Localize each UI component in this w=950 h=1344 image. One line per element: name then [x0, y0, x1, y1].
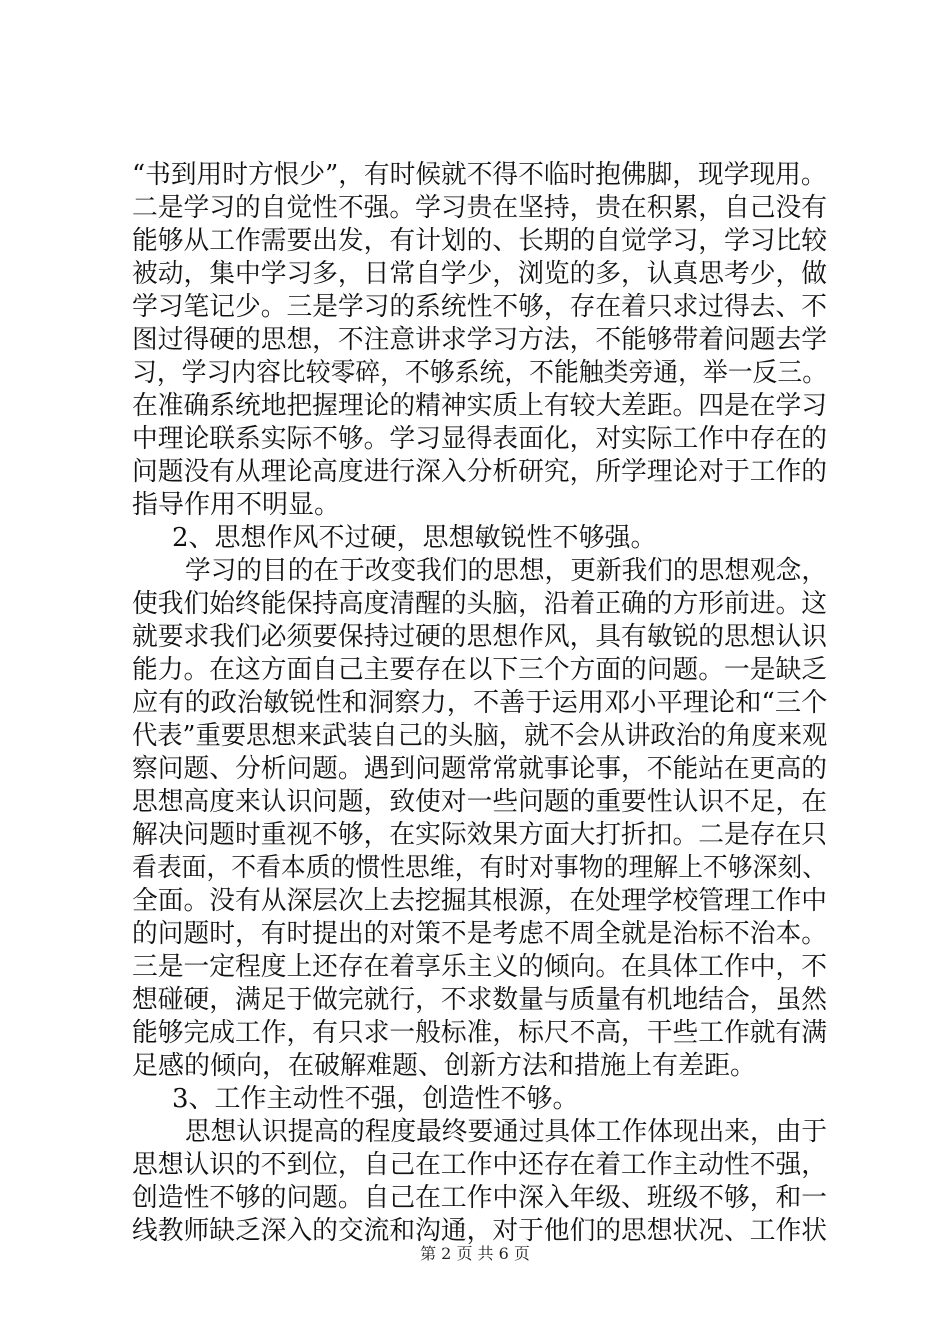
text-line: 中理论联系实际不够。学习显得表面化，对实际工作中存在的: [132, 424, 827, 454]
text-line: “书到用时方恨少”，有时候就不得不临时抱佛脚，现学现用。: [132, 160, 827, 190]
text-line: 创造性不够的问题。自己在工作中深入年级、班级不够，和一: [132, 1183, 827, 1213]
text-line: 思想认识的不到位，自己在工作中还存在着工作主动性不强，: [132, 1150, 827, 1180]
text-line: 思想高度来认识问题，致使对一些问题的重要性认识不足，在: [132, 787, 827, 817]
text-line: 三是一定程度上还存在着享乐主义的倾向。在具体工作中，不: [132, 952, 827, 982]
text-line: 能够从工作需要出发，有计划的、长期的自觉学习，学习比较: [132, 226, 827, 256]
text-line: 被动，集中学习多，日常自学少，浏览的多，认真思考少，做: [132, 259, 827, 289]
text-line: 二是学习的自觉性不强。学习贵在坚持，贵在积累，自己没有: [132, 193, 827, 223]
text-line: 能力。在这方面自己主要存在以下三个方面的问题。一是缺乏: [132, 655, 827, 685]
text-line: 问题没有从理论高度进行深入分析研究，所学理论对于工作的: [132, 457, 827, 487]
text-line: 思想认识提高的程度最终要通过具体工作体现出来，由于: [185, 1117, 828, 1147]
text-line: 想碰硬，满足于做完就行，不求数量与质量有机地结合，虽然: [132, 985, 827, 1015]
text-line: 学习的目的在于改变我们的思想，更新我们的思想观念，: [185, 556, 828, 586]
text-line: 察问题、分析问题。遇到问题常常就事论事，不能站在更高的: [132, 754, 827, 784]
text-line: 就要求我们必须要保持过硬的思想作风，具有敏锐的思想认识: [132, 622, 827, 652]
section-heading: 3、工作主动性不强，创造性不够。: [172, 1084, 579, 1114]
text-line: 在准确系统地把握理论的精神实质上有较大差距。四是在学习: [132, 391, 827, 421]
section-heading: 2、思想作风不过硬，思想敏锐性不够强。: [172, 523, 657, 553]
text-line: 学习笔记少。三是学习的系统性不够，存在着只求过得去、不: [132, 292, 827, 322]
text-line: 解决问题时重视不够，在实际效果方面大打折扣。二是存在只: [132, 820, 827, 850]
page-number-footer: 第 2 页 共 6 页: [420, 1244, 530, 1263]
text-line: 习，学习内容比较零碎，不够系统，不能触类旁通，举一反三。: [132, 358, 828, 388]
text-line: 能够完成工作，有只求一般标准，标尺不高，干些工作就有满: [132, 1018, 827, 1048]
text-line: 应有的政治敏锐性和洞察力，不善于运用邓小平理论和“三个: [132, 688, 828, 718]
text-line: 图过得硬的思想，不注意讲求学习方法，不能够带着问题去学: [132, 325, 827, 355]
text-line: 线教师缺乏深入的交流和沟通，对于他们的思想状况、工作状: [132, 1216, 827, 1246]
text-line: 指导作用不明显。: [132, 490, 341, 520]
text-line: 代表”重要思想来武装自己的头脑，就不会从讲政治的角度来观: [132, 721, 828, 751]
text-line: 的问题时，有时提出的对策不是考虑不周全就是治标不治本。: [132, 919, 827, 949]
text-line: 看表面，不看本质的惯性思维，有时对事物的理解上不够深刻、: [132, 853, 828, 883]
text-line: 足感的倾向，在破解难题、创新方法和措施上有差距。: [132, 1051, 757, 1081]
text-line: 全面。没有从深层次上去挖掘其根源，在处理学校管理工作中: [132, 886, 827, 916]
text-line: 使我们始终能保持高度清醒的头脑，沿着正确的方形前进。这: [132, 589, 827, 619]
